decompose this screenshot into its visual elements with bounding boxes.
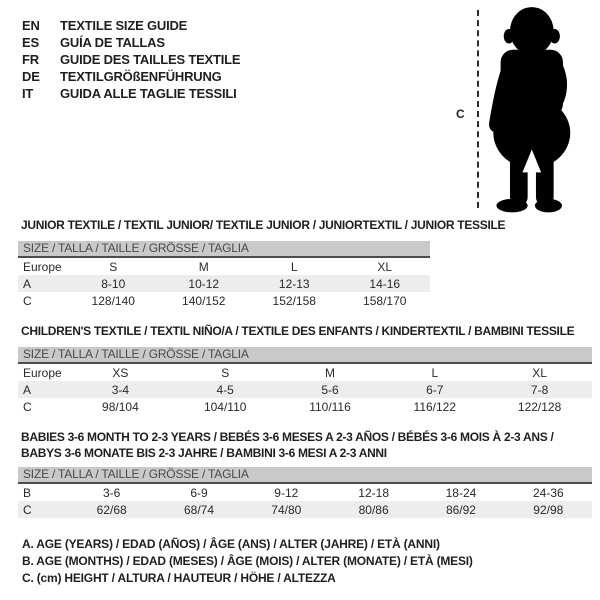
language-label: GUIDA ALLE TAGLIE TESSILI xyxy=(60,86,237,101)
babies-table-block xyxy=(18,467,592,518)
section-title-line: BABYS 3-6 MONATE BIS 2-3 JAHRE / BAMBINI 3-6 MESI A 2-3 ANNI xyxy=(21,446,387,460)
table-cell: 158/170 xyxy=(363,293,407,308)
table-cell: 3-6 xyxy=(102,485,121,500)
size-header-bar: SIZE / TALLA / TAILLE / GRÖSSE / TAGLIA xyxy=(18,241,430,258)
table-row xyxy=(18,292,430,309)
table-cell: 7-8 xyxy=(530,382,549,397)
table-cell: 104/110 xyxy=(203,399,247,414)
language-code: ES xyxy=(22,35,39,50)
table-cell: 8-10 xyxy=(101,276,126,291)
language-code: DE xyxy=(22,69,40,84)
language-label: TEXTILE SIZE GUIDE xyxy=(60,18,188,33)
table-cell: 110/116 xyxy=(309,399,351,414)
size-header-bar: SIZE / TALLA / TAILLE / GRÖSSE / TAGLIA xyxy=(18,467,592,484)
table-cell: 9-12 xyxy=(274,485,299,500)
table-cell: B xyxy=(23,485,32,500)
table-cell: 12-13 xyxy=(278,276,310,291)
table-row xyxy=(18,501,592,518)
table-cell: 152/158 xyxy=(272,293,316,308)
language-row xyxy=(22,51,240,68)
table-cell: 74/80 xyxy=(271,502,302,517)
table-cell: 122/128 xyxy=(517,399,562,414)
language-list xyxy=(22,17,240,102)
language-row xyxy=(22,68,240,85)
language-code: FR xyxy=(22,52,39,67)
table-cell: 98/104 xyxy=(102,399,139,414)
table-cell: 10-12 xyxy=(188,276,220,291)
language-code: IT xyxy=(22,86,34,101)
table-cell: 4-5 xyxy=(216,382,234,397)
table-cell: L xyxy=(290,259,298,274)
footnote-age-years: A. AGE (YEARS) / EDAD (AÑOS) / ÂGE (ANS) / ALTER (JAHRE) / ETÀ (ANNI) xyxy=(22,537,440,551)
table-cell: A xyxy=(23,276,32,291)
table-cell: 116/122 xyxy=(413,399,457,414)
footnotes xyxy=(22,536,473,587)
table-cell: C xyxy=(23,293,32,308)
table-cell: Europe xyxy=(23,259,62,274)
baby-silhouette-icon xyxy=(484,6,590,214)
table-cell: 6-7 xyxy=(426,382,444,397)
table-cell: XS xyxy=(112,365,129,380)
footnote-height: C. (cm) HEIGHT / ALTURA / HAUTEUR / HÖHE / ALTEZZA xyxy=(22,571,336,585)
table-cell: 5-6 xyxy=(321,382,339,397)
language-label: GUIDE DES TAILLES TEXTILE xyxy=(60,52,241,67)
height-measure-dashed-line xyxy=(477,10,479,208)
junior-size-table xyxy=(18,258,430,309)
size-header-bar: SIZE / TALLA / TAILLE / GRÖSSE / TAGLIA xyxy=(18,347,592,364)
language-row xyxy=(22,85,240,102)
table-row xyxy=(18,364,592,381)
table-cell: L xyxy=(431,365,439,380)
table-cell: 92/98 xyxy=(533,502,564,517)
babies-size-table xyxy=(18,484,592,518)
table-cell: XL xyxy=(377,259,393,274)
table-cell: M xyxy=(198,259,209,274)
figure-area xyxy=(450,6,596,218)
section-title-line: BABIES 3-6 MONTH TO 2-3 YEARS / BEBÉS 3-6 MESES A 2-3 AÑOS / BÉBÉS 3-6 MOIS À 2-3 ANS / xyxy=(21,430,554,444)
footnote-age-months: B. AGE (MONTHS) / EDAD (MESES) / ÂGE (MOIS) / ALTER (MONATE) / ETÀ (MESI) xyxy=(22,554,473,568)
table-cell: S xyxy=(109,259,118,274)
junior-table-block xyxy=(18,241,430,309)
table-cell: C xyxy=(23,502,32,517)
table-cell: 14-16 xyxy=(369,276,401,291)
language-row xyxy=(22,34,240,51)
table-cell: 86/92 xyxy=(445,502,476,517)
table-cell: 140/152 xyxy=(182,293,226,308)
table-cell: 128/140 xyxy=(91,293,135,308)
table-cell: 62/68 xyxy=(96,502,127,517)
language-label: TEXTILGRÖßENFÜHRUNG xyxy=(60,69,222,84)
table-cell: 6-9 xyxy=(190,485,208,500)
language-code: EN xyxy=(22,18,40,33)
language-row xyxy=(22,17,240,34)
section-title-babies xyxy=(21,429,553,461)
table-row xyxy=(18,381,592,398)
table-row xyxy=(18,398,592,415)
table-cell: Europe xyxy=(23,365,62,380)
table-cell: C xyxy=(23,399,32,414)
section-title-junior: JUNIOR TEXTILE / TEXTIL JUNIOR/ TEXTILE JUNIOR / JUNIORTEXTIL / JUNIOR TESSILE xyxy=(21,218,506,232)
measure-label-c: C xyxy=(456,107,465,121)
table-cell: 18-24 xyxy=(445,485,477,500)
table-cell: S xyxy=(221,365,230,380)
table-cell: 80/86 xyxy=(358,502,389,517)
language-label: GUÍA DE TALLAS xyxy=(60,35,165,50)
table-row xyxy=(18,258,430,275)
section-title-children: CHILDREN'S TEXTILE / TEXTIL NIÑO/A / TEXTILE DES ENFANTS / KINDERTEXTIL / BAMBINI TESSILE xyxy=(21,324,575,338)
table-cell: XL xyxy=(532,365,547,380)
table-cell: 3-4 xyxy=(111,382,130,397)
table-row xyxy=(18,484,592,501)
table-cell: 12-18 xyxy=(358,485,389,500)
table-row xyxy=(18,275,430,292)
children-size-table xyxy=(18,364,592,415)
table-cell: 68/74 xyxy=(183,502,214,517)
table-cell: M xyxy=(324,365,335,380)
table-cell: 24-36 xyxy=(532,485,564,500)
children-table-block xyxy=(18,347,592,415)
table-cell: A xyxy=(23,382,32,397)
